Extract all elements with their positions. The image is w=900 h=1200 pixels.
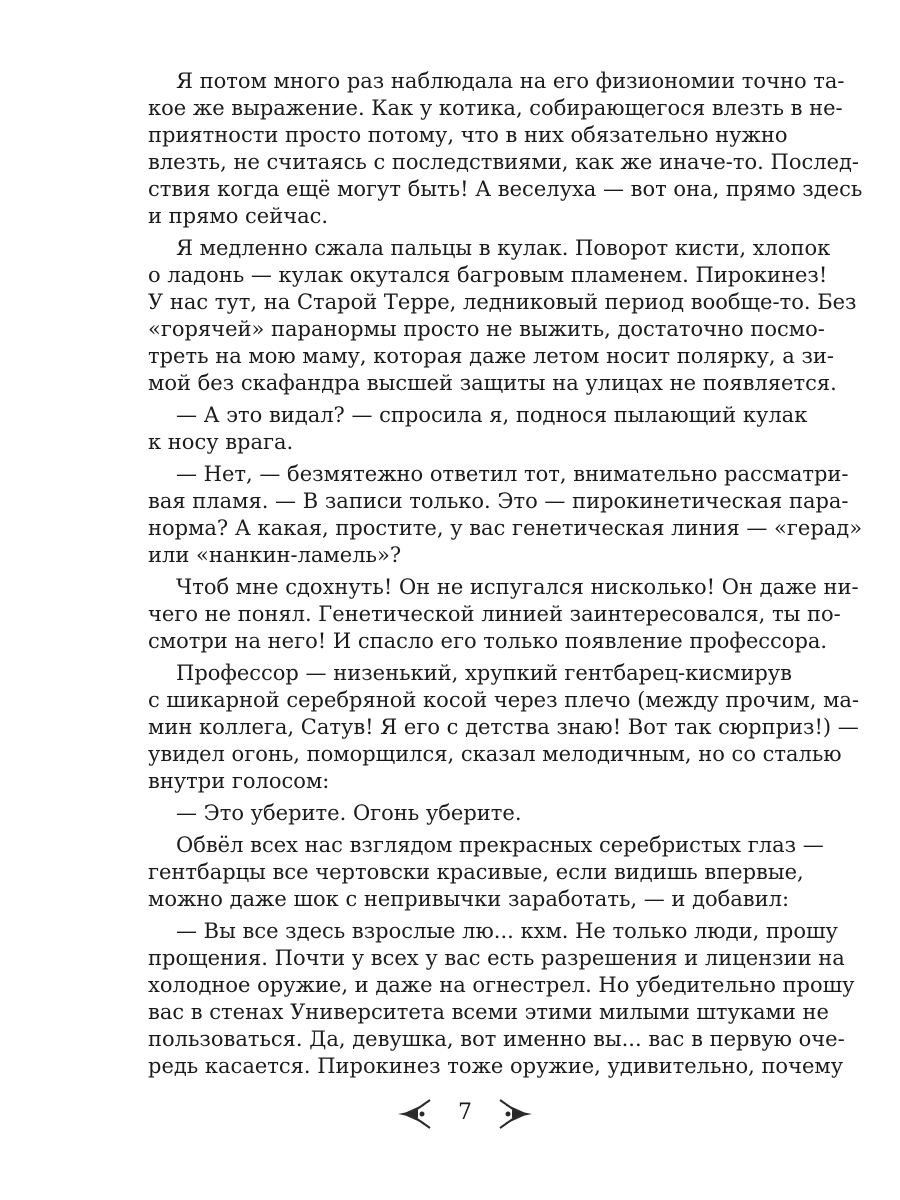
page-number: 7 [458,1100,472,1125]
text-line: Профессор — низенький, хрупкий гентбарец-кисмирув [176,661,792,685]
text-line: можно даже шок с непривычки заработать, — и добавил: [148,887,790,911]
text-line: «горячей» паранормы просто не выжить, достаточно посмо- [148,317,825,341]
text-line: мой без скафандра высшей защиты на улицах не появляется. [148,371,837,395]
text-line: гентбарцы все чертовски красивые, если видишь впервые, [148,860,804,884]
text-line: и прямо сейчас. [148,204,329,228]
text-line: вая пламя. — В записи только. Это — пирокинетическая пара- [148,489,849,513]
text-line: мин коллега, Сатув! Я его с детства знаю! Вот так сюрприз!) — [148,715,859,739]
body-text [148,68,863,1080]
text-line: внутри голосом: [148,769,330,793]
text-line: — А это видал? — спросила я, поднося пылающий кулак [176,403,808,427]
text-line: чего не понял. Генетической линией заинтересовался, ты по- [148,602,841,626]
text-line: с шикарной серебряной косой через плечо (между прочим, ма- [148,688,860,712]
text-line: редь касается. Пирокинез тоже оружие, удивительно, почему [148,1054,844,1078]
text-line: увидел огонь, поморщился, сказал мелодичным, но со сталью [148,742,842,766]
text-line: холодное оружие, и даже на огнестрел. Но убедительно прошу [148,973,855,997]
text-line: — Вы все здесь взрослые лю... кхм. Не только люди, прошу [176,919,838,943]
page-footer [0,1090,900,1140]
text-line: о ладонь — кулак окутался багровым пламенем. Пирокинез! [148,263,828,287]
text-line: — Это уберите. Огонь уберите. [176,801,522,825]
text-line: влезть, не считаясь с последствиями, как же иначе-то. Послед- [148,150,860,174]
ornament-left-icon [396,1096,432,1132]
text-line: или «нанкин-ламель»? [148,543,402,567]
text-line: прощения. Почти у всех у вас есть разрешения и лицензии на [148,946,845,970]
text-line: приятности просто потому, что в них обязательно нужно [148,123,788,147]
text-line: норма? А какая, простите, у вас генетическая линия — «герад» [148,516,863,540]
text-line: пользоваться. Да, девушка, вот именно вы... вас в первую оче- [148,1027,845,1051]
text-line: Чтоб мне сдохнуть! Он не испугался нисколько! Он даже ни- [176,575,859,599]
text-line: к носу врага. [148,430,294,454]
text-line: У нас тут, на Старой Терре, ледниковый период вообще-то. Без [148,290,857,314]
text-line: ствия когда ещё могут быть! А веселуха — вот она, прямо здесь [148,177,863,201]
text-line: Обвёл всех нас взглядом прекрасных серебристых глаз — [176,833,824,857]
text-line: вас в стенах Университета всеми этими милыми штуками не [148,1000,829,1024]
ornament-right-icon [498,1096,534,1132]
text-line: Я медленно сжала пальцы в кулак. Поворот кисти, хлопок [176,236,831,260]
text-line: смотри на него! И спасло его только появление профессора. [148,629,828,653]
text-line: кое же выражение. Как у котика, собирающегося влезть в не- [148,96,843,120]
text-line: Я потом много раз наблюдала на его физиономии точно та- [176,69,845,93]
text-line: — Нет, — безмятежно ответил тот, внимательно рассматри- [176,462,849,486]
text-line: треть на мою маму, которая даже летом носит полярку, а зи- [148,344,834,368]
